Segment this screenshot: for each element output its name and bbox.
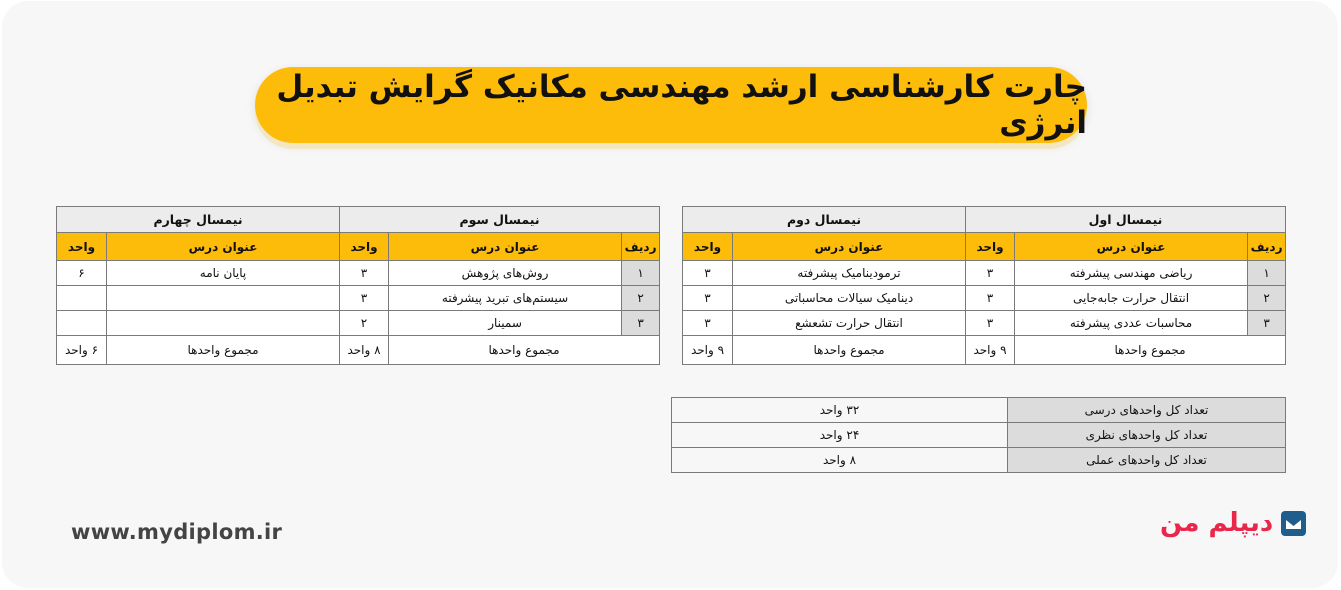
row-number: ۱ <box>1248 261 1286 286</box>
course-unit: ۳ <box>683 261 733 286</box>
column-header-row: ردیف <box>1248 233 1286 261</box>
totals-value: ۲۴ واحد <box>672 423 1008 448</box>
row-number: ۳ <box>1248 311 1286 336</box>
sum-row <box>683 336 1286 365</box>
sum-label: مجموع واحدها <box>389 336 660 365</box>
course-unit <box>57 286 107 311</box>
table-row <box>57 286 660 311</box>
totals-label: تعداد کل واحدهای عملی <box>1008 448 1286 473</box>
table-row <box>57 311 660 336</box>
course-title: ریاضی مهندسی پیشرفته <box>1015 261 1248 286</box>
sum-label: مجموع واحدها <box>1015 336 1286 365</box>
column-header-title: عنوان درس <box>1015 233 1248 261</box>
course-title: انتقال حرارت جابه‌جایی <box>1015 286 1248 311</box>
course-title: ترمودینامیک پیشرفته <box>733 261 966 286</box>
course-title <box>107 311 340 336</box>
totals-value: ۳۲ واحد <box>672 398 1008 423</box>
brand-name: دیپلم من <box>1160 508 1274 538</box>
semester-3-4-table <box>56 206 660 365</box>
course-title <box>107 286 340 311</box>
course-title: سمینار <box>389 311 622 336</box>
envelope-icon <box>1281 511 1306 536</box>
brand-logo <box>1160 508 1306 538</box>
course-title: سیستم‌های تبرید پیشرفته <box>389 286 622 311</box>
totals-row <box>672 423 1286 448</box>
course-title: روش‌های پژوهش <box>389 261 622 286</box>
totals-row <box>672 448 1286 473</box>
table-row <box>57 261 660 286</box>
course-unit: ۳ <box>340 286 389 311</box>
sum-row <box>57 336 660 365</box>
semester-header: نیمسال دوم <box>683 207 966 233</box>
table-row <box>683 286 1286 311</box>
column-header-row: ردیف <box>622 233 660 261</box>
column-header-title: عنوان درس <box>733 233 966 261</box>
course-unit: ۳ <box>966 261 1015 286</box>
totals-row <box>672 398 1286 423</box>
totals-label: تعداد کل واحدهای نظری <box>1008 423 1286 448</box>
course-title: محاسبات عددی پیشرفته <box>1015 311 1248 336</box>
column-header-title: عنوان درس <box>107 233 340 261</box>
course-unit: ۲ <box>340 311 389 336</box>
column-header-title: عنوان درس <box>389 233 622 261</box>
sum-value: ۹ واحد <box>966 336 1015 365</box>
semester-header: نیمسال سوم <box>340 207 660 233</box>
sum-value: ۶ واحد <box>57 336 107 365</box>
totals-label: تعداد کل واحدهای درسی <box>1008 398 1286 423</box>
course-unit: ۳ <box>340 261 389 286</box>
course-title: دینامیک سیالات محاسباتی <box>733 286 966 311</box>
course-unit <box>57 311 107 336</box>
row-number: ۳ <box>622 311 660 336</box>
sum-value: ۸ واحد <box>340 336 389 365</box>
row-number: ۲ <box>1248 286 1286 311</box>
column-header-unit: واحد <box>966 233 1015 261</box>
totals-table <box>671 397 1286 473</box>
course-unit: ۳ <box>683 286 733 311</box>
title-banner <box>255 67 1087 143</box>
semester-header: نیمسال چهارم <box>57 207 340 233</box>
semester-header: نیمسال اول <box>966 207 1286 233</box>
website-url[interactable]: www.mydiplom.ir <box>71 520 283 544</box>
course-unit: ۳ <box>966 286 1015 311</box>
table-row <box>683 311 1286 336</box>
column-header-unit: واحد <box>340 233 389 261</box>
course-title: انتقال حرارت تشعشع <box>733 311 966 336</box>
page-title: چارت کارشناسی ارشد مهندسی مکانیک گرایش تبدیل انرژی <box>276 69 1087 141</box>
course-unit: ۳ <box>683 311 733 336</box>
totals-value: ۸ واحد <box>672 448 1008 473</box>
row-number: ۱ <box>622 261 660 286</box>
sum-label: مجموع واحدها <box>733 336 966 365</box>
semester-1-2-table <box>682 206 1286 365</box>
table-row <box>683 261 1286 286</box>
sum-value: ۹ واحد <box>683 336 733 365</box>
course-title: پایان نامه <box>107 261 340 286</box>
row-number: ۲ <box>622 286 660 311</box>
course-unit: ۳ <box>966 311 1015 336</box>
column-header-unit: واحد <box>57 233 107 261</box>
column-header-unit: واحد <box>683 233 733 261</box>
course-unit: ۶ <box>57 261 107 286</box>
sum-label: مجموع واحدها <box>107 336 340 365</box>
